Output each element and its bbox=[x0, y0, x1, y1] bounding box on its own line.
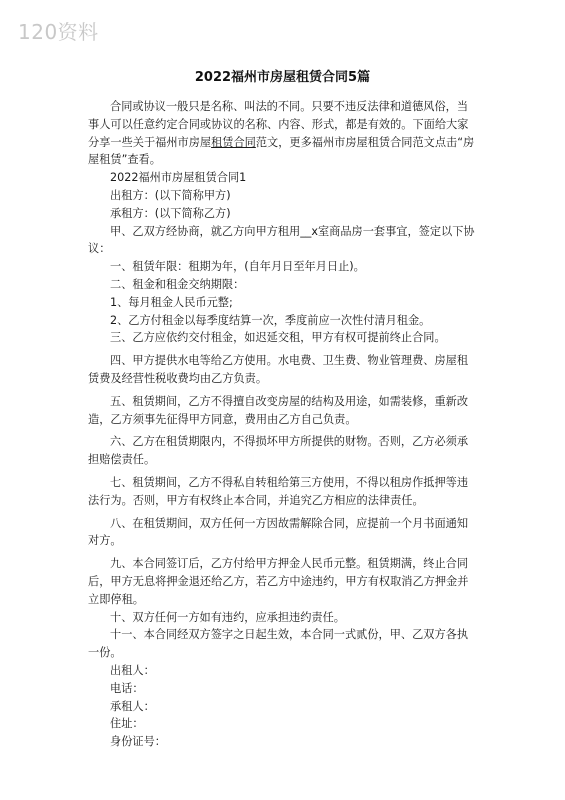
intro-text-end: 范文，更多福州市房屋租赁合同范文点击“房屋租赁”查看。 bbox=[88, 135, 475, 167]
sign-phone: 电话： bbox=[110, 681, 144, 695]
clause-11: 十一、本合同经双方签字之日起生效，本合同一式贰份，甲、乙双方各执一份。 bbox=[88, 628, 469, 660]
rental-contract-link[interactable]: 租赁合同 bbox=[211, 135, 256, 149]
intro-paragraph bbox=[88, 98, 478, 169]
lessor-line: 出租方：(以下简称甲方) bbox=[110, 188, 231, 202]
watermark-logo: 120资料 bbox=[18, 20, 99, 44]
clause-1: 一、租赁年限：租期为年，(自年月日至年月日止)。 bbox=[110, 260, 365, 274]
clause-2: 二、租金和租金交纳期限： bbox=[110, 277, 245, 291]
sign-lessor: 出租人： bbox=[110, 663, 155, 677]
clause-2-1: 1、每月租金人民币元整; bbox=[110, 295, 233, 309]
clause-7: 七、租赁期间，乙方不得私自转租给第三方使用，不得以租房作抵押等违法行为。否则，甲方有权终止本合同，并追究乙方相应的法律责任。 bbox=[88, 475, 469, 507]
lessee-line: 承租方：(以下简称乙方) bbox=[110, 206, 231, 220]
clause-4: 四、甲方提供水电等给乙方使用。水电费、卫生费、物业管理费、房屋租赁费及经营性税收费均由乙方负责。 bbox=[88, 354, 469, 385]
intro-text: 合同或协议一般只是名称、叫法的不同。只要不违反法律和道德风俗，当事人可以任意约定合同或协议的名称、内容、形式，都是有效的。下面给大家分享一些关于福州市房屋 bbox=[88, 100, 469, 149]
preamble: 甲、乙双方经协商，就乙方向甲方租用__x室商品房一套事宜，签定以下协议： bbox=[88, 224, 475, 256]
clause-8: 八、在租赁期间，双方任何一方因故需解除合同，应提前一个月书面通知对方。 bbox=[88, 516, 469, 548]
clause-2-2: 2、乙方付租金以每季度结算一次，季度前应一次性付清月租金。 bbox=[110, 313, 431, 327]
clause-3: 三、乙方应依约交付租金，如迟延交租，甲方有权可提前终止合同。 bbox=[110, 331, 446, 345]
clause-9: 九、本合同签订后，乙方付给甲方押金人民币元整。租赁期满，终止合同后，甲方无息将押金退还给乙方，若乙方中途违约，甲方有权取消乙方押金并立即停租。 bbox=[88, 557, 469, 606]
document-body bbox=[88, 98, 478, 751]
sign-id: 身份证号： bbox=[110, 735, 166, 749]
contract-title: 2022福州市房屋租赁合同1 bbox=[110, 171, 247, 185]
sign-lessee: 承租人： bbox=[110, 699, 155, 713]
clause-6: 六、乙方在租赁期限内，不得损坏甲方所提供的财物。否则，乙方必须承担赔偿责任。 bbox=[88, 435, 469, 467]
clause-5: 五、租赁期间，乙方不得擅自改变房屋的结构及用途，如需装修，重新改造，乙方须事先征得甲方同意，费用由乙方自己负责。 bbox=[88, 394, 469, 426]
clause-10: 十、双方任何一方如有违约，应承担违约责任。 bbox=[110, 610, 345, 624]
sign-address: 住址： bbox=[110, 717, 144, 731]
document-title: 2022福州市房屋租赁合同5篇 bbox=[194, 70, 371, 85]
